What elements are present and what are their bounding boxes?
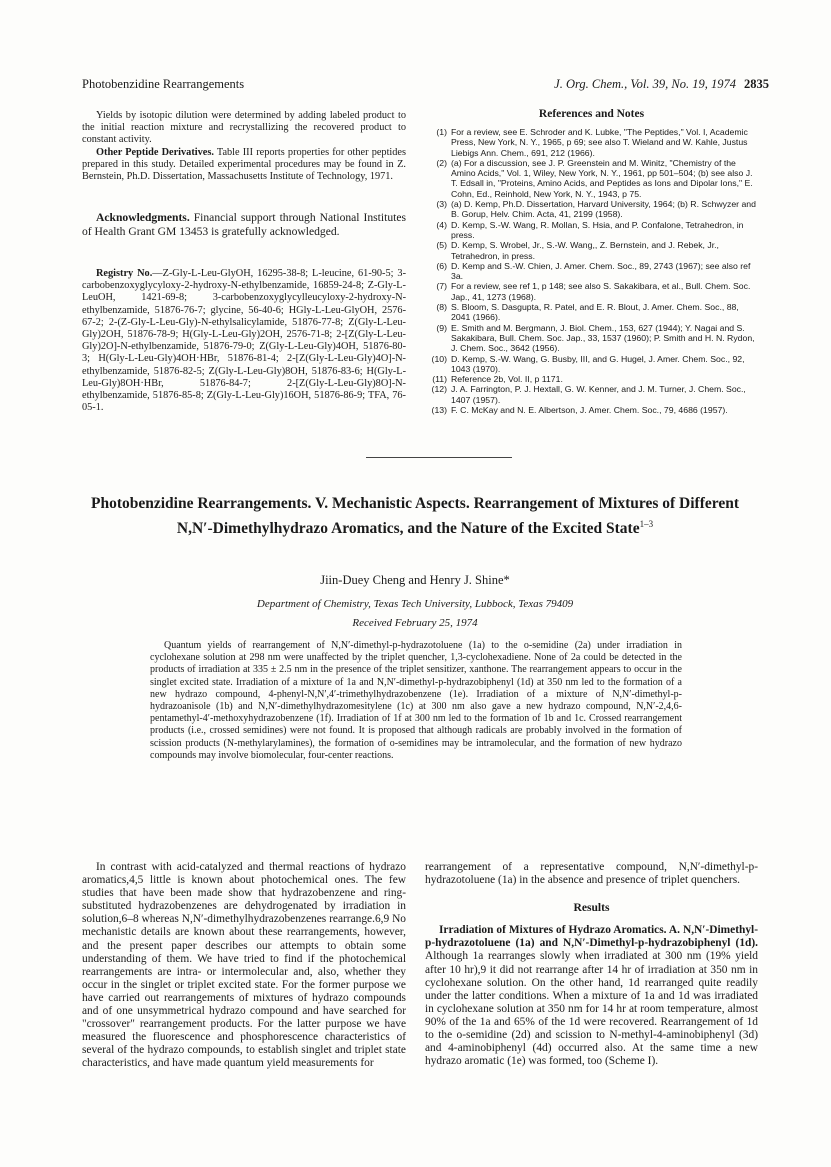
reference-text: D. Kemp and S.-W. Chien, J. Amer. Chem. Soc., 89, 2743 (1967); see also ref 3a. [451,260,751,282]
registry-text: —Z-Gly-L-Leu-GlyOH, 16295-38-8; L-leucine, 61-90-5; 3-carbobenzoxyglycyloxy-2-hydroxy-N-ethylbenzamide, 16859-24-8; Z-Gly-L-LeuOH, 1421-69-8; 3-carbobenzoxyglycylleucyloxy-2-hydroxy-N-ethylbenzamide, 51876-76-7; glycine, 56-40-6; HGly-L-Leu-GlyOH, 2576-67-2; 2-(Z-Gly-L-Leu-Gly)-N-ethylsalicylamide, 51876-77-8; Z(Gly-L-Leu-Gly)2OH, 51876-78-9; H(Gly-L-Leu-Gly)2OH, 2576-71-8; 2-[Z(Gly-L-Leu-Gly)2O]-N-ethylbenzamide, 51876-79-0; Z(Gly-L-Leu-Gly)4OH, 51876-80-3; H(Gly-L-Leu-Gly)4OH·HBr, 51876-81-4; 2-[Z(Gly-L-Leu-Gly)4O]-N-ethylbenzamide, 51876-82-5; Z(Gly-L-Leu-Gly)8OH, 51876-83-6; H(Gly-L-Leu-Gly)8OH·HBr, 51876-84-7; 2-[Z(Gly-L-Leu-Gly)8O]-N-ethylbenzamide, 51876-85-8; Z(Gly-L-Leu-Gly)16OH, 51876-86-9; TFA, 76-05-1. [82,268,407,414]
page-number: 2835 [744,77,769,91]
reference-text: F. C. McKay and N. E. Albertson, J. Amer. Chem. Soc., 79, 4686 (1957). [451,405,728,416]
reference-text: For a review, see E. Schroder and K. Lubke, "The Peptides," Vol. I, Academic Press, New York, N. Y., 1965, p 69; see also T. Wieland and W. Kahle, Justus Liebigs Ann. Chem., 691, 212 (1966). [451,127,748,158]
ack-text: Financial support through National Institutes of Health Grant GM 13453 is gratefully acknowledged. [82,211,407,239]
results-text: Although 1a rearranges slowly when irradiated at 300 nm (19% yield after 10 hr),9 it did not rearrange after 14 hr of irradiation at 350 nm in cyclohexane solution. On the other hand, 1d rearranged quite readily under the latter conditions. When a mixture of 1a and 1d was irradiated in cyclohexane solution at 350 nm for 14 hr at room temperature, almost 90% of the 1a and 65% of the 1d were recovered. Rearrangement of 1d to the o-semidine (2d) and scission to N-methyl-4-aminobiphenyl (3d) and 4-aminobiphenyl (4d) occurred also. At the same time a new hydrazo aromatic (1e) was formed, too (Scheme I). [425,950,758,1068]
abstract: Quantum yields of rearrangement of N,N′-dimethyl-p-hydrazotoluene (1a) to the o-semidine (2a) under irradiation in cyclohexane solution at 298 nm were unaffected by the triplet quencher, 1,3-cyclohexadiene. None of 2a could be detected in the products of irradiation at 335 ± 2.5 nm in the presence of the triplet sensitizer, xanthone. The rearrangement appears to occur in the singlet excited state. Irradiation of a mixture of 1a and N,N′-dimethyl-p-hydrazobiphenyl (1d) at 350 nm led to the formation of a new hydrazo compound, 4-phenyl-N,N′,4′-trimethylhydrazobenzene (1e). Irradiation of a mixture of N,N′-dimethyl-p-hydrazoanisole (1b) and N,N′-dimethylhydrazomesitylene (1c) at 300 nm also gave a new hydrazo compound, N,N′-2,4,6-pentamethyl-4′-methoxyhydrazobenzene (1f). Irradiation of 1f at 300 nm led to the formation of 1b and 1c. Crossed rearrangement products (i.e., crossed semidines) were not found. It is proposed that although radicals are probably involved in the formation of scission products (N-methylarylamines), the formation of o-semidines may be intramolecular, and the formation of new hydrazo compounds may involve biomolecular, four-center reactions. [150,640,682,761]
references-title: References and Notes [538,108,645,120]
left-column-top [82,110,406,183]
reference-item [425,354,758,375]
reference-item [425,158,758,199]
reference-number: (10) [431,353,447,364]
reference-item [425,240,758,261]
reference-item [425,261,758,282]
reference-text: (a) For a discussion, see J. P. Greenstein and M. Winitz, "Chemistry of the Amino Acids," Vol. 1, Wiley, New York, N. Y., 1961, pp 501–504; (b) see also J. T. Edsall in, "Proteins, Amino Acids, and Peptides as Ions and Dipolar Ions," E. Cohn, Ed., Reinhold, New York, N. Y., 1943, p 75. [451,157,753,199]
reference-number: (4) [436,219,447,230]
ack-heading: Acknowledgments. [96,211,190,224]
reference-text: Reference 2b, Vol. II, p 1171. [451,374,563,385]
reference-number: (12) [431,384,447,395]
introduction [82,861,406,1071]
other-peptides-heading: Other Peptide Derivatives. [96,146,214,158]
title-footnote: 1–3 [639,519,654,529]
results-subheading: Irradiation of Mixtures of Hydrazo Aromatics. A. N,N′-Dimethyl-p-hydrazotoluene (1a) and N,N′-Dimethyl-p-hydrazobiphenyl (1d). [425,924,758,950]
running-header-journal [554,77,769,92]
reference-number: (5) [436,240,447,251]
registry-numbers [82,268,406,414]
reference-number: (7) [436,281,447,292]
reference-number: (2) [436,157,447,168]
reference-item [425,374,758,384]
running-header-title: Photobenzidine Rearrangements [82,77,245,91]
references-list [425,127,758,415]
right-column-body [425,861,758,1068]
journal-citation: J. Org. Chem., Vol. 39, No. 19, 1974 [554,77,736,91]
acknowledgments [82,211,406,240]
reference-number: (3) [436,199,447,210]
article-title [90,493,740,539]
reference-item [425,127,758,158]
reference-text: (a) D. Kemp, Ph.D. Dissertation, Harvard University, 1964; (b) R. Schwyzer and B. Gorup, Helv. Chim. Acta, 41, 2199 (1958). [451,199,756,220]
reference-number: (9) [436,322,447,333]
reference-text: J. A. Farrington, P. J. Hextall, G. W. Kenner, and J. M. Turner, J. Chem. Soc., 1407 (1957). [451,384,746,405]
reference-item [425,220,758,241]
reference-item [425,323,758,354]
other-peptides-text: Table III reports properties for other peptides prepared in this study. Detailed experimental procedures may be found in Z. Bernstein, Ph.D. Dissertation, Massachusetts Institute of Technology, 1971. [82,146,407,183]
section-divider [366,457,512,458]
reference-item [425,199,758,220]
authors: Jiin-Duey Cheng and Henry J. Shine* [320,573,510,587]
reference-text: D. Kemp, S.-W. Wang, G. Busby, III, and G. Hugel, J. Amer. Chem. Soc., 92, 1043 (1970). [451,353,745,374]
intro-paragraph: In contrast with acid-catalyzed and thermal reactions of hydrazo aromatics,4,5 little is known about photochemical ones. The few studies that have been made show that hydrazobenzene and ring-substituted hydrazobenzenes are dehydrogenated by irradiation in solution,6–8 whereas N,N′-dimethylhydrazobenzenes rearrange.6,9 No mechanistic details are known about these rearrangements, however, and the present paper describes our attempts to obtain some understanding of them. We have tried to find if the photochemical rearrangements are intra- or intermolecular and, also, whether they occur in the singlet or triplet excited state. For the former purpose we have carried out rearrangements of mixtures of hydrazo compounds and of one unsymmetrical hydrazo compound and have searched for "crossover" rearrangement products. For the latter purpose we have measured the fluorescence and phosphorescence characteristics of several of the hydrazo compounds, to establish singlet and triplet state characteristics, and have made quantum yield measurements for [82,861,406,1070]
affiliation: Department of Chemistry, Texas Tech University, Lubbock, Texas 79409 [256,598,574,610]
reference-item [425,302,758,323]
registry-heading: Registry No. [96,268,153,279]
reference-item [425,281,758,302]
intro-continued: rearrangement of a representative compound, N,N′-dimethyl-p-hydrazotoluene (1a) in the absence and presence of triplet quenchers. [425,861,758,887]
reference-item [425,384,758,405]
reference-number: (1) [436,127,447,137]
reference-number: (6) [436,260,447,271]
reference-text: E. Smith and M. Bergmann, J. Biol. Chem., 153, 627 (1944); Y. Nagai and S. Sakakibara, Bull. Chem. Soc. Jap., 33, 1537 (1960); P. Smith and H. N. Rydon, J. Chem. Soc., 3642 (1956). [451,322,755,354]
isotopic-paragraph: Yields by isotopic dilution were determined by adding labeled product to the initial reaction mixture and recrystallizing the recovered product to constant activity. [82,110,406,146]
reference-item [425,405,758,415]
reference-number: (8) [436,302,447,313]
reference-number: (13) [431,405,447,416]
reference-text: S. Bloom, S. Dasgupta, R. Patel, and E. R. Blout, J. Amer. Chem. Soc., 88, 2041 (1966). [451,302,739,323]
results-heading: Results [573,901,610,915]
reference-text: D. Kemp, S.-W. Wang, R. Mollan, S. Hsia, and P. Confalone, Tetrahedron, in press. [451,219,744,240]
article-title-text: Photobenzidine Rearrangements. V. Mechanistic Aspects. Rearrangement of Mixtures of Different N,N′-Dimethylhydrazo Aromatics, and the Nature of the Excited State [90,495,740,538]
reference-text: D. Kemp, S. Wrobel, Jr., S.-W. Wang,, Z. Bernstein, and J. Rebek, Jr., Tetrahedron, in press. [451,240,719,261]
reference-number: (11) [432,374,447,385]
received-date: Received February 25, 1974 [352,617,478,629]
reference-text: For a review, see ref 1, p 148; see also S. Sakakibara, et al., Bull. Chem. Soc. Jap., 41, 1273 (1968). [451,281,751,302]
